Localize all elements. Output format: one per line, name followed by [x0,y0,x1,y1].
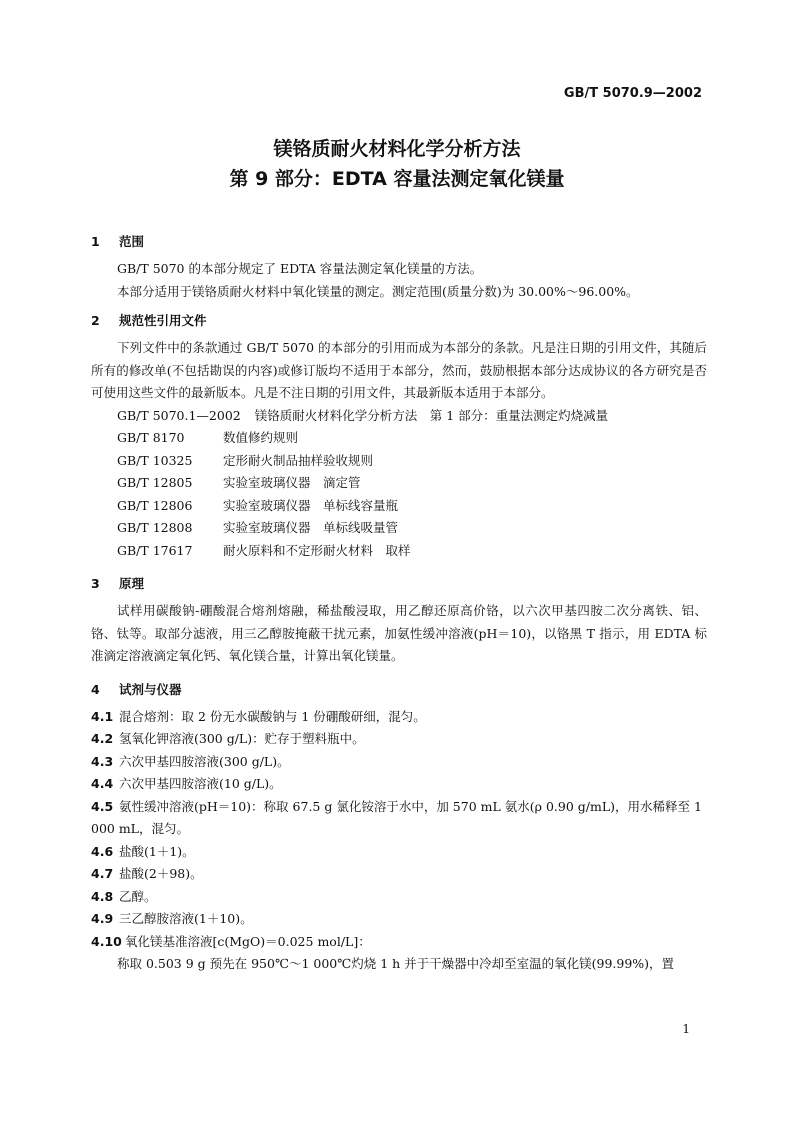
clause-number: 4.5 [91,798,114,814]
reference-code: GB/T 10325 [117,452,193,468]
title-line-2: 第 9 部分：EDTA 容量法测定氧化镁量 [229,168,565,190]
clause-number: 4.4 [91,776,114,791]
list-item [91,405,707,428]
clause-item [91,751,707,774]
reference-title: 镁铬质耐火材料化学分析方法 第 1 部分：重量法测定灼烧减量 [254,407,609,423]
section-number: 4 [91,681,100,697]
list-item [91,495,707,518]
clause-number: 4.3 [91,753,114,769]
section-title: 原理 [119,576,145,591]
clause-item [91,706,707,729]
section-heading-scope [91,232,707,252]
paragraph: 称取 0.503 9 g 预先在 950℃～1 000℃灼烧 1 h 并于干燥器中冷却至室温的氧化镁(99.99%)，置 [117,956,675,971]
clause-item [91,773,707,796]
clause-text: 混合熔剂：取 2 份无水碳酸钠与 1 份硼酸研细，混匀。 [119,708,426,724]
reference-title: 实验室玻璃仪器 滴定管 [223,475,361,490]
clause-item [91,886,707,909]
clause-number: 4.7 [91,866,114,881]
section-heading-normative-references [91,311,707,331]
clause-text: 盐酸(2＋98)。 [119,866,203,881]
section-number: 1 [91,234,100,249]
list-item [91,427,707,450]
reference-code: GB/T 12805 [117,475,193,490]
clause-item [91,863,707,886]
list-item [91,517,707,540]
reference-title: 耐火原料和不定形耐火材料 取样 [223,542,411,558]
clause-number: 4.2 [91,731,114,746]
paragraph: 本部分适用于镁铬质耐火材料中氧化镁量的测定。测定范围(质量分数)为 30.00%～96.00%。 [117,283,639,299]
section-number: 3 [91,576,100,591]
clause-number: 4.9 [91,911,114,926]
clause-text: 三乙醇胺溶液(1＋10)。 [119,911,253,926]
clause-text: 盐酸(1＋1)。 [119,843,195,859]
section-title: 范围 [119,234,145,249]
reference-title: 实验室玻璃仪器 单标线容量瓶 [223,497,399,513]
page-number: 1 [682,1022,690,1036]
clause-text: 六次甲基四胺溶液(300 g/L)。 [119,753,290,769]
document-body [91,232,707,976]
clause-number: 4.10 [91,933,122,949]
section-title: 规范性引用文件 [119,313,207,328]
clause-number: 4.1 [91,708,114,724]
section-heading-principle [91,574,707,594]
clause-item [91,796,707,841]
clause-item [91,908,707,931]
list-item [91,472,707,495]
reference-code: GB/T 12808 [117,520,193,535]
reference-title: 实验室玻璃仪器 单标线吸量管 [223,520,399,535]
section-title: 试剂与仪器 [119,681,182,697]
clause-item [91,728,707,751]
reference-code: GB/T 5070.1—2002 [117,407,241,423]
list-item [91,540,707,563]
reference-code: GB/T 12806 [117,497,193,513]
clause-number: 4.8 [91,888,114,904]
clause-item [91,841,707,864]
paragraph: GB/T 5070 的本部分规定了 EDTA 容量法测定氧化镁量的方法。 [117,261,483,276]
clause-text: 氢氧化钾溶液(300 g/L)：贮存于塑料瓶中。 [119,731,365,746]
clause-number: 4.6 [91,843,114,859]
clause-item [91,931,707,954]
paragraph: 下列文件中的条款通过 GB/T 5070 的本部分的引用而成为本部分的条款。凡是注日期的引用文件，其随后所有的修改单(不包括勘误的内容)或修订版均不适用于本部分，然而，鼓励根据本部分达成协议的各方研究是否可使用这些文件的最新版本。凡是不注日期的引用文件，其最新版本适用于本部分。 [91,340,707,400]
reference-code: GB/T 17617 [117,542,193,558]
standard-code: GB/T 5070.9—2002 [563,86,702,101]
list-item [91,450,707,473]
paragraph: 试样用碳酸钠-硼酸混合熔剂熔融，稀盐酸浸取，用乙醇还原高价铬，以六次甲基四胺二次分离铁、铝、铬、钛等。取部分滤液，用三乙醇胺掩蔽干扰元素，加氨性缓冲溶液(pH＝10)，以铬黑 T 指示，用 EDTA 标准滴定溶液滴定氧化钙、氧化镁合量，计算出氧化镁量。 [91,603,707,663]
reference-title: 定形耐火制品抽样验收规则 [223,452,374,468]
reference-title: 数值修约规则 [223,430,299,445]
reference-list [91,405,707,563]
section-number: 2 [91,313,100,328]
document-title [0,134,794,194]
section-heading-reagents [91,680,707,700]
clause-text: 氨性缓冲溶液(pH＝10)：称取 67.5 g 氯化铵溶于水中，加 570 mL 氨水(ρ 0.90 g/mL)，用水稀释至 1 000 mL，混匀。 [91,798,702,836]
clause-text: 氧化镁基准溶液[c(MgO)＝0.025 mol/L]： [125,933,371,949]
clause-text: 六次甲基四胺溶液(10 g/L)。 [119,776,282,791]
title-line-1: 镁铬质耐火材料化学分析方法 [273,138,521,160]
clause-text: 乙醇。 [119,888,157,904]
reference-code: GB/T 8170 [117,430,185,445]
